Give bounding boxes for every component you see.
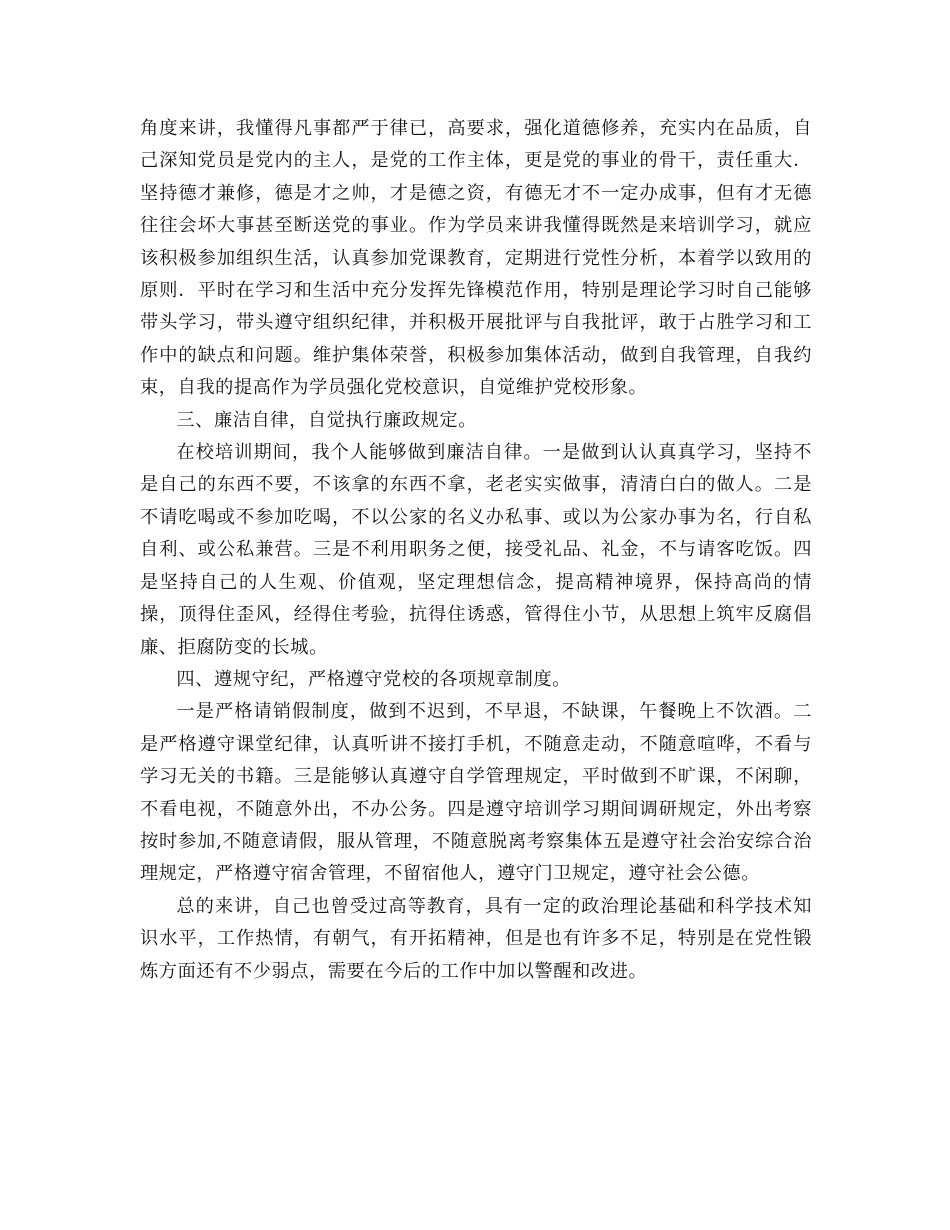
paragraph-integrity: 在校培训期间，我个人能够做到廉洁自律。一是做到认认真真学习，坚持不是自己的东西不要，不该拿的东西不拿，老老实实做事，清清白白的做人。二是不请吃喝或不参加吃喝，不以公家的名义办私事、或以为公家办事为名，行自私自利、或公私兼营。三是不利用职务之便，接受礼品、礼金，不与请客吃饭。四是坚持自己的人生观、价值观，坚定理想信念，提高精神境界，保持高尚的情操，顶得住歪风，经得住考验，抗得住诱惑，管得住小节，从思想上筑牢反腐倡廉、拒腐防变的长城。 [140,442,812,658]
section-heading-integrity: 三、廉洁自律，自觉执行廉政规定。 [176,409,477,431]
section-heading-discipline: 四、遵规守纪，严格遵守党校的各项规章制度。 [176,668,571,690]
document-body [140,113,812,988]
paragraph-continuation: 角度来讲，我懂得凡事都严于律已，高要求，强化道德修养，充实内在品质，自己深知党员是党内的主人，是党的工作主体，更是党的事业的骨干，责任重大．坚持德才兼修，德是才之帅，才是德之资，有德无才不一定办成事，但有才无德往往会坏大事甚至断送党的事业。作为学员来讲我懂得既然是来培训学习，就应该积极参加组织生活，认真参加党课教育，定期进行党性分析，本着学以致用的原则．平时在学习和生活中充分发挥先锋模范作用，特别是理论学习时自己能够带头学习，带头遵守组织纪律，并积极开展批评与自我批评，敢于占胜学习和工作中的缺点和问题。维护集体荣誉，积极参加集体活动，做到自我管理，自我约束，自我的提高作为学员强化党校意识，自觉维护党校形象。 [140,118,812,399]
paragraph-summary: 总的来讲，自己也曾受过高等教育，具有一定的政治理论基础和科学技术知识水平，工作热情，有朝气，有开拓精神，但是也有许多不足，特别是在党性锻炼方面还有不少弱点，需要在今后的工作中加以警醒和改进。 [140,895,812,982]
paragraph-discipline: 一是严格请销假制度，做到不迟到，不早退，不缺课，午餐晚上不饮酒。二是严格遵守课堂纪律，认真听讲不接打手机，不随意走动，不随意喧哗，不看与学习无关的书籍。三是能够认真遵守自学管理规定，平时做到不旷课，不闲聊，不看电视，不随意外出，不办公务。四是遵守培训学习期间调研规定，外出考察按时参加,不随意请假，服从管理，不随意脱离考察集体五是遵守社会治安综合治理规定，严格遵守宿舍管理，不留宿他人，遵守门卫规定，遵守社会公德。 [140,701,812,885]
